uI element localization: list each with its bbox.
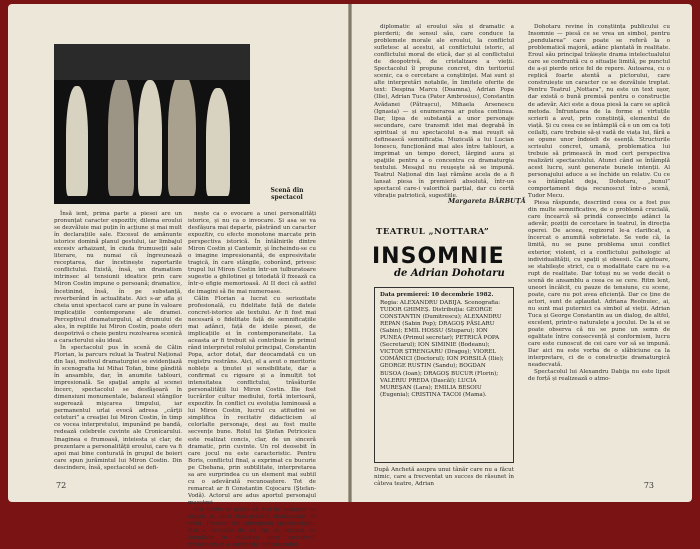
left-page [8, 4, 348, 549]
right-page [352, 4, 692, 502]
paragraph: nește ca o evocare a unei personalități istorice, și nu ca o invocare. Și asa se va desfășura mai departe, păstrând un caracter expozitiv, cu efecte monotone marcate prin perspectiva istorică. În întâlnirile dintre Miron Costin și Cantemir, şi încheindu-se cu o imagine impresionantă, de expresivitate tragică, în care stângile, coborând, privesc trupul lui Miron Costin într-un tulburatoare sugestie a ghilotinei şi totodată îl fixează ca într-o efigie memorioasă. Al II deci că astfel de imagini să fie mai numeroase. [188, 211, 316, 295]
paragraph: Însă ient, prima parte a piesei are un pronunțat caracter expozitiv, dilema eroului se dezvăluie mai puțin în acțiune și mai mult în declarațiile sale. Excesul de amănunte istorice domină planul gestului, iar limbajul excesiv arhaizant, în ciuda frumuseții sale literare, nu numai că îngreunează receptarea, dar încetinește raportarile conflictului. Există, însă, un dramatism intrinsec al tensiunii ideatice prin care Miron Costin impune o persoană; dramatice, încetinind, însă, în pe substanță, reverberând în actualitate. Aici s-ar afla și cheia unui spectacol care ar pune în valoare implicațiile contemporane ale dramei. Perceptivul dramaturgului, al drumului de ales, în repliile lui Miron Costin, poate oferi deopotrivă o cheie pentru rezolvarea scenică a caracterului său ideal. [54, 211, 182, 344]
left-column-2 [188, 211, 316, 549]
photo-caption: Scenă din spectacol [270, 187, 304, 201]
premiere-date: Data premierei: 10 decembrie 1982. [380, 292, 494, 298]
paragraph: Dar multe ar putea să mai fie adăugat un elogiu al unei interpretări tradiționale în rolul. Fiecare din interpretii spectacolului. Dar o evoluție de un tip de lectură cu fermitate în stilistica unui spectacol, frămâneru-ri a surprinde rafinamentul [188, 506, 316, 549]
paragraph: Spectacolul lui Alexandru Dabija nu este lipsit de forță și realizează o atmo- [528, 369, 670, 383]
credits-text: Regia: ALEXANDRU DABIJA. Scenografia: TUDOR GHIMEȘ. Distribuția: GEORGE CONSTANTIN (Dumitrescu); ALEXANDRU REPAN (Sabin Pop); DRAGOȘ PĂSLARU (Sabin); EMIL HOSSU (Stuparu); ION PUNEA (Primul secretar); PETRICĂ POPA (Secretarul); ION SIMINIE (Bodeanu); VICTOR ȘTRENGARU (Dragoş); VIOREL COMĂNICI (Doctorul); ION PORSILĂ (Ilie); GEORGE RUSTIN (Sandu); BOGDAN BUSOA (Ioan); DRAGOȘ BUCUR (Florin); VALERIU PREDA (Dascăl); LUCIA MUREȘAN (Lara); EMILIA BESOIU (Eugenia); CRISTINA TACOI (Mama). [380, 300, 504, 398]
paragraph: diplomatic al eroului său și dramatic a pierderii; de sensul său, care conduce la problemele morale ale eroului, la conflictul sufletesc al acestui, al conflictului istoric, al conflictului moral de etică, dar și al conflictului de deopotrivă, de cristalizare a vieții. Spectacolul îl propune concret, din teritoriul scenic, ca o cercetare a conştiinţei. Mai sunt și alte interpretări notabile, în limitele oferite de text: Despina Marcu (Doamna), Adrian Popa (Ilie), Adrian Tuca (Pater Ambrosius), Constantin Avădanei (Pătrașcu), Mihaela Arsenescu (Ignasia) — și enumerarea ar putea continua. Dar, lipsa de substanță a unor personaje secundare, care transmit idei mai degrabă în spiritual și nu spectacolul n-a mai reușit să definească semnificația. Muzicală a lui Lucian Ionescu, funcționând mai ales între tablouri, a imprimat un tempo dorect, lărgind aura și spaţiile pentru a o concentra cu dramaturgia textului. Mesajul nu reuşeşte să se impună. Teatrul Național din Iași rămâne acela de a fi lansat piesa în premieră absolută, într-un spectacol care-i valorifică parțial, dar cu certă vibrație patriotică, sugestiile. [374, 24, 514, 200]
article-intro: După Anchetă asupra unui tânăr care nu a făcut nimic, care a frecventat un succes de răsunet în câteva teatre, Adrian [374, 467, 514, 488]
right-column-2 [528, 24, 670, 474]
stage-photo [54, 44, 250, 204]
page-number: 73 [643, 481, 654, 490]
paragraph: Piesa răspunde, descriind ceea ce a fost pus din multe semnificative, de o problemă crucială, care încearcă să prindă consecințe adânci la adevăr, poziții de cercetare în teatrul, în direcția operei. De aceea, regizorul le-a clarificat, a încercat o anumită sobrietate. Se vede că, la limită, nu se pune problema unui conflict exterior, violent, ci a conflictului psihologic al individualității, cu spații și obsesii. Ca ajutoare, se stabilește strict, cu o modalitate care nu s-a rupt de realitate. Dar totuși nu se vede decât o scenă de ansamblu a ceea ce se cere. Ritm lent, uneori încâlcit, cu pauze de tensiune, cu scene, poate, care nu pot avea eficiență. Dar ce ține de actori, sunt de aplaudat. Adriana Reolnuiec, ai, nu sunt mai puternici ca simbol al vieții. Adrian Tuca și George Constantin au un dialog, de altfel, excelent, printr-o naturalețe a jocului. De la ei se poate observa că nu se pune un semn de egalitate între consecvență și conformism, lucru care este cunoscut de cei care vor să se impună. Dar aici nu este vorba de o slăbiciune ca la interpretare, ci de o construcție dramaturgică neadecvată. [528, 200, 670, 369]
paragraph: În spectacolul pus în scenă de Călin Florian, la parcurs reluat la Teatrul Național din Iași, motivul dramaturgiei se evidențiază în scenografia lui Mihai Tofan, bine gândită în ansamblu, dar, în anumite tablouri, impresională. Se spaţial amplu al scenei încerc, spectacolul se desfăşoară în dimensiuni monumentale, balansul stângilor sugerează mişcarea timpului, iar permanentul urlai evocă adresa „cărţii ceteturi” a creației lui Miron Costin, în timp ce vocea interpretului, impunând pe bandă, redează celebrele cuvinte ale Cronicarului. Imaginea e frumoasă, inteiesta și clar, de prezentare a personalității eroului, care va fi apoi mai bine conturată în grupul de boieri care spun jurămintul lui Miron Costin. Din descindere, însă, spectacolul se defi- [54, 344, 182, 471]
theatre-name: TEATRUL „NOTTARA” [376, 227, 490, 237]
article-byline: de Adrian Dohotaru [394, 268, 505, 279]
magazine-spread [8, 4, 692, 549]
credits-box [374, 287, 514, 463]
page-number: 72 [56, 481, 67, 490]
left-column-1 [54, 211, 182, 479]
article-title: INSOMNIE [372, 244, 505, 269]
right-column-1 [374, 24, 514, 200]
review-signature: Margareta BĂRBUȚĂ [448, 197, 526, 205]
paragraph: Călin Florian a lucrat cu seriozitate profesională, cu fidelitate față de datele concret-istorice ale textului. Ar fi fost mai necesară o fidelitate față de semnificațiile mai adânci, față de ideile piesei, de implicațiile ei în contemporaneitate. La aceasta ar fi trebuit să contribuie în primul rând interpretul rolului principal, Constantin Popa, actor dotat, dar deocamdată cu un registru restrâns. Aici, el a avut o meritorie noblețe a ținutei și sensibilitate, dar a confirmat cu rigoare și a înmulțit tot intensitatea conflictului, trăsăturile personalității lui Miron Costin. Ilie fost lucrărilor cultur mediului, fortă interioară, expozitiv. În conflict cu evoluția luminoasă a lui Miron Costin, lucrul cu atitudini se simplifica în recitativ didacticism al celorlalte personaje, deși au fost multe secvențe bune. Rolul lui Ştefan Petriceicu este realizat concis, clar, de un sinceră dramatic, prin cuvinte. Un rol deosebit în care jocul nu este caracteristic. Pentru Boris, conflictul final, a exprimat cu bucurie pe Chebana, prin subtilitate, interpretarea sa are surprindea cu un element mai subtil cu o adevărată recunoaștere. Tot de remarcat ar fi Constantin Cojocaru (Ştefan-Vodă). Actorul are adus aportul personajul maestrei. [188, 295, 316, 506]
paragraph: Dohotaru revine în conștiința publicului cu Insomnie — piesă ce se vrea un simbol, pentru „pendularea” care poate se referă la o problematică majoră, adânc plantată în realitate. Eroul său principal trăiește drama intelectualului care se confruntă cu o situație limită, pe punctul de a-și pierde orice fel de repere. Autoarea, cu o replică foarte atentă a pictorului, care construiește un caracter ce se dezvăluie treptat. Pentru Teatrul „Nottara”, nu este un text ușor, dar există o bună premisă pentru o construcție de adevăr. Aici este a doua piesă la care se aplică metoda. Înfruntarea de la forme și virtuțile scrierii a avut, prin conștiință, elementul de viață. Și cu ceea ce se întâmplă că e un om ca toți ceilalți, care trebuie să-și vadă de viața lui, fără a se opune unor îndoieli de esență. Structurile scrisului concret, umană, problematica lui trebuie să primească în mod cert perspectiva realizării spectacolului. Atunci când se întâmplă acest lucru, sunt generate bunele intenții. Al personajului aduce a se închide un relativ. Cu ce s-a întâmplat deja, Dohotaru, „bunul” comportament deja recunoscut într-o scenă, Tudor Mecu. [528, 24, 670, 200]
